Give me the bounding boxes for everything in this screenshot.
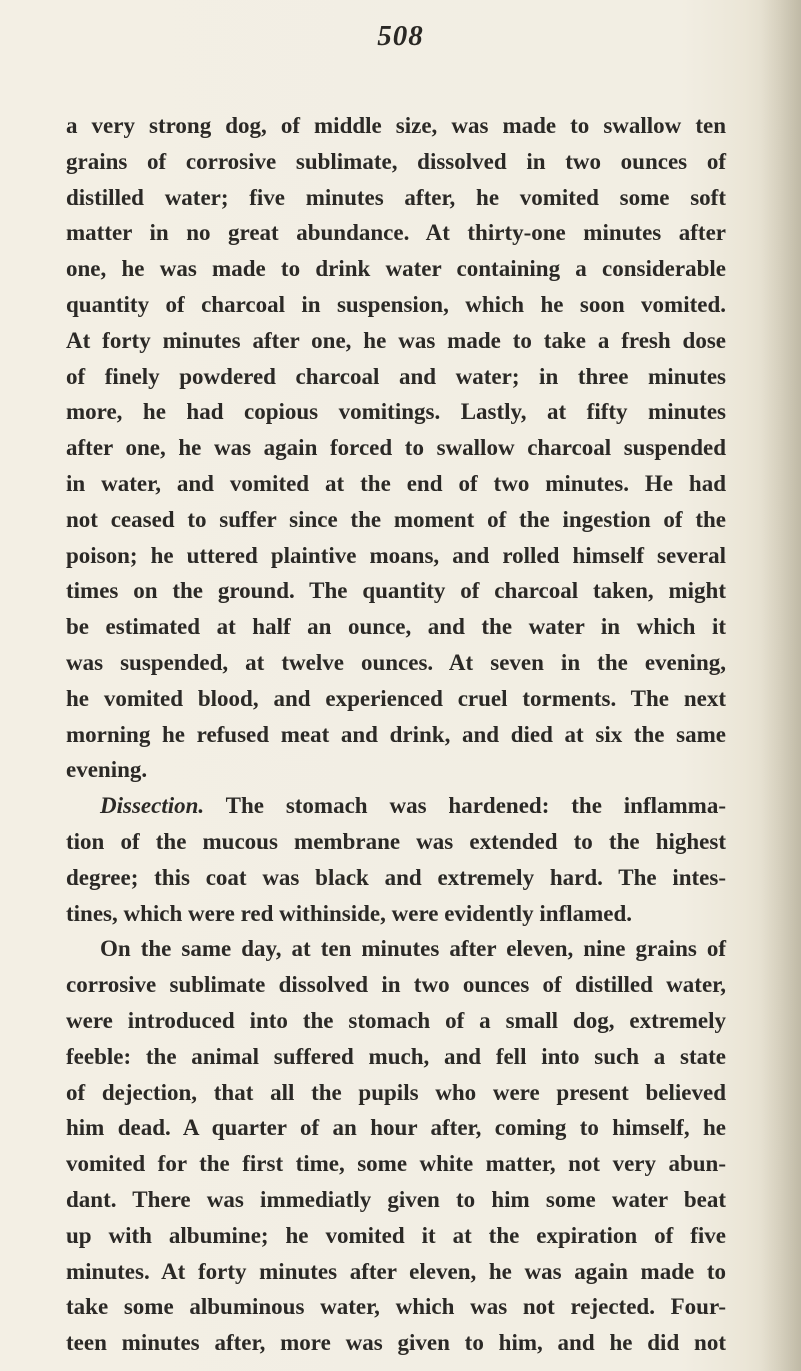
text-line-rest: The stomach was hardened: the inflamma- bbox=[204, 793, 726, 819]
text-line: up with albumine; he vomited it at the expiration of five bbox=[66, 1222, 726, 1248]
text-line: he vomited blood, and experienced cruel torments. The next bbox=[66, 685, 726, 711]
text-line: distilled water; five minutes after, he vomited some soft bbox=[66, 184, 726, 210]
page-edge-shadow bbox=[761, 0, 801, 1371]
text-line: tion of the mucous membrane was extended to the highest bbox=[66, 828, 726, 854]
text-line: him dead. A quarter of an hour after, coming to himself, he bbox=[66, 1115, 726, 1141]
text-line: after one, he was again forced to swallow charcoal suspended bbox=[66, 435, 726, 461]
text-line: of finely powdered charcoal and water; in three minutes bbox=[66, 363, 726, 389]
text-line: in water, and vomited at the end of two minutes. He had bbox=[66, 470, 726, 496]
text-line: vomited for the first time, some white matter, not very abun- bbox=[66, 1151, 726, 1177]
text-line: grains of corrosive sublimate, dissolved in two ounces of bbox=[66, 148, 726, 174]
text-line: be estimated at half an ounce, and the water in which it bbox=[66, 614, 726, 640]
text-line: not ceased to suffer since the moment of the ingestion of the bbox=[66, 506, 726, 532]
text-line: matter in no great abundance. At thirty-one minutes after bbox=[66, 220, 726, 246]
text-line: minutes. At forty minutes after eleven, he was again made to bbox=[66, 1258, 726, 1284]
text-line: take some albuminous water, which was not rejected. Four- bbox=[66, 1294, 726, 1320]
text-line: were introduced into the stomach of a small dog, extremely bbox=[66, 1007, 726, 1033]
text-line: a very strong dog, of middle size, was made to swallow ten bbox=[66, 113, 726, 138]
text-line: evening. bbox=[66, 757, 148, 783]
text-line: more, he had copious vomitings. Lastly, at fifty minutes bbox=[66, 399, 726, 425]
text-line: dant. There was immediatly given to him some water beat bbox=[66, 1186, 726, 1212]
text-line: degree; this coat was black and extremely hard. The intes- bbox=[66, 864, 726, 890]
text-line: At forty minutes after one, he was made to take a fresh dose bbox=[66, 327, 726, 353]
page-number: 508 bbox=[377, 20, 424, 52]
text-line: quantity of charcoal in suspension, which he soon vomited. bbox=[66, 291, 726, 317]
text-line: teen minutes after, more was given to him, and he did not bbox=[66, 1330, 726, 1356]
text-line: one, he was made to drink water containing a considerable bbox=[66, 256, 726, 282]
text-line: times on the ground. The quantity of charcoal taken, might bbox=[66, 578, 726, 604]
text-line: tines, which were red withinside, were evidently inflamed. bbox=[66, 900, 633, 926]
section-heading: Dissection. bbox=[100, 793, 205, 819]
text-line: corrosive sublimate dissolved in two ounces of distilled water, bbox=[66, 972, 726, 998]
text-line: poison; he uttered plaintive moans, and rolled himself several bbox=[66, 542, 726, 568]
text-line: On the same day, at ten minutes after eleven, nine grains of bbox=[100, 936, 726, 962]
text-line-dissection bbox=[66, 788, 726, 824]
body-text bbox=[66, 108, 726, 1361]
text-line: feeble: the animal suffered much, and fell into such a state bbox=[66, 1043, 726, 1069]
text-line: of dejection, that all the pupils who were present believed bbox=[66, 1079, 726, 1105]
text-line: morning he refused meat and drink, and died at six the same bbox=[66, 721, 726, 747]
text-line: was suspended, at twelve ounces. At seven in the evening, bbox=[66, 649, 726, 675]
